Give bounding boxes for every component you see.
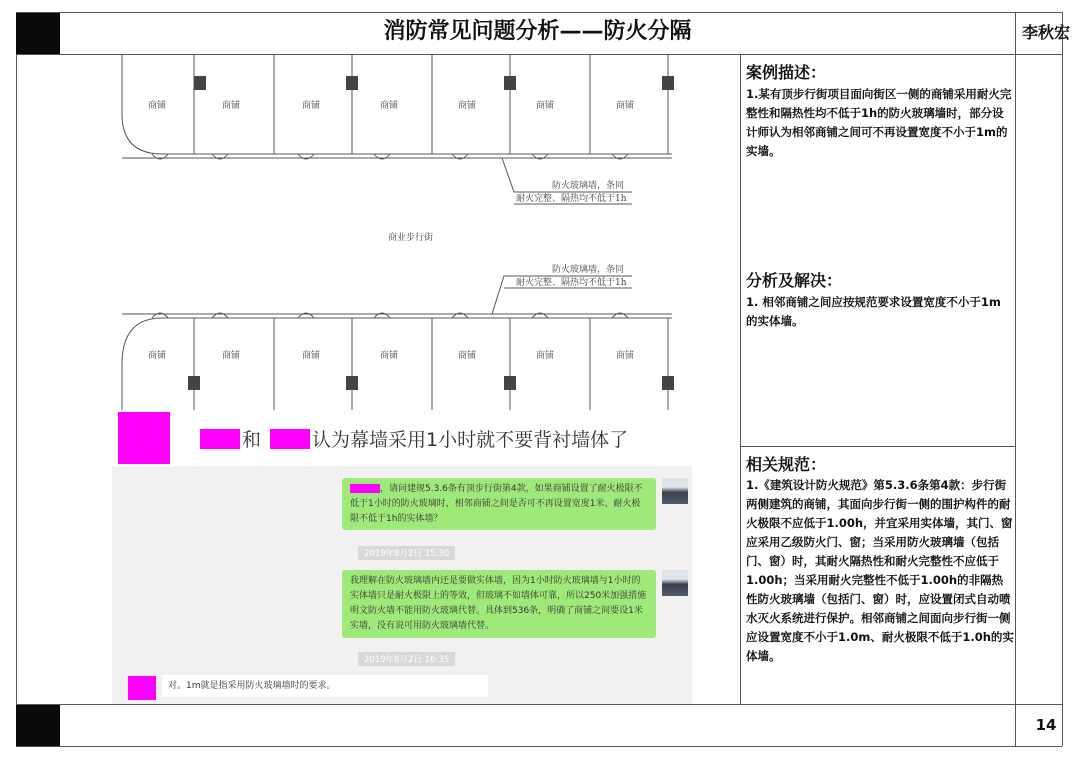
norms-text: 1.《建筑设计防火规范》第5.3.6条第4款：步行街两侧建筑的商铺，其面向步行街一侧的围护构件的耐火极限不应低于1.00h，并宜采用实体墙，其门、窗应采用乙级防火门、窗；当采用防火玻璃墙（包括门、窗）时，其耐火隔热性和耐火完整性不应低于1.00h；当采用耐火完整性不低于1.00h的非隔热性防火玻璃墙（包括门、窗）时，应设置闭式自动喷水灭火系统进行保护。相邻商铺之间面向步行街一侧应设置宽度不小于1.0m、耐火极限不低于1.0h的实体墙。 bbox=[746, 478, 1014, 663]
norms-divider-line bbox=[740, 446, 1015, 447]
user-avatar bbox=[662, 478, 688, 504]
redacted-avatar bbox=[118, 412, 170, 464]
redacted-avatar bbox=[128, 676, 156, 700]
glass-wall-note: 防火玻璃墙，条同 bbox=[552, 265, 625, 275]
case-text: 1.某有顶步行街项目面向街区一侧的商铺采用耐火完整性和隔热性均不低于1h的防火玻璃墙时，部分设计师认为相邻商铺之间可不再设置宽度不小于1m的实墙。 bbox=[746, 87, 1012, 158]
norms-heading: 相关规范： bbox=[746, 455, 827, 474]
shop-label: 商铺 bbox=[148, 101, 167, 111]
fire-rating-note: 耐火完整、隔热均不低于1h bbox=[516, 278, 627, 288]
chat-area bbox=[112, 466, 692, 704]
chat-timestamp: 2019年8月2日 15:30 bbox=[358, 546, 455, 560]
shop-label: 商铺 bbox=[148, 351, 167, 361]
page-title: 消防常见问题分析——防火分隔 bbox=[383, 19, 692, 44]
author-name: 李秋宏 bbox=[1021, 23, 1070, 42]
chat-timestamp: 2019年8月2日 16:35 bbox=[358, 652, 455, 666]
page-number: 14 bbox=[1035, 716, 1057, 734]
shop-label: 商铺 bbox=[222, 101, 241, 111]
shop-label: 商铺 bbox=[302, 101, 321, 111]
margin-right-line bbox=[1015, 12, 1016, 746]
shop-label: 商铺 bbox=[222, 351, 241, 361]
shop-label: 商铺 bbox=[302, 351, 321, 361]
shop-label: 商铺 bbox=[536, 101, 555, 111]
chat-message-bubble: 我理解在防火玻璃墙内还是要做实体墙，因为1小时防火玻璃墙与1小时的实体墙只是耐火极限上的等效，但玻璃不如墙体可靠，所以250米加强措施明文防火墙不能用防火玻璃代替。具体到536条，明确了商铺之间要设1米实墙，没有说可用防火玻璃墙代替。 bbox=[342, 570, 656, 638]
footer-top-line bbox=[16, 704, 1062, 705]
shop-label: 商铺 bbox=[616, 351, 635, 361]
shop-label: 商铺 bbox=[458, 101, 477, 111]
chat-banner bbox=[112, 410, 692, 466]
content-divider-line bbox=[740, 54, 741, 704]
shop-label: 商铺 bbox=[380, 351, 399, 361]
chat-message-reply: 对。1m就是指采用防火玻璃墙时的要求。 bbox=[162, 675, 488, 697]
floor-plan-drawing bbox=[112, 54, 692, 410]
fire-rating-note: 耐火完整、隔热均不低于1h bbox=[516, 194, 627, 204]
banner-text: 认为幕墙采用1小时就不要背衬墙体了 bbox=[312, 429, 629, 451]
chat-message-text: ，请问建规5.3.6条有顶步行街第4款，如果商铺设置了耐火极限不低于1小时的防火玻璃时，相邻商铺之间是否可不再设置宽度1米、耐火极限不低于1h的实体墙？ bbox=[350, 484, 643, 524]
analysis-text: 1. 相邻商铺之间应按规范要求设置宽度不小于1m的实体墙。 bbox=[746, 295, 1001, 328]
redacted-name bbox=[350, 484, 380, 493]
banner-and-text: 和 bbox=[242, 429, 262, 451]
corner-block-bottom bbox=[16, 704, 60, 746]
shop-label: 商铺 bbox=[536, 351, 555, 361]
user-avatar bbox=[662, 570, 688, 596]
chat-message-bubble bbox=[342, 478, 656, 530]
corner-block-top bbox=[16, 12, 60, 54]
frame-left-line bbox=[16, 54, 17, 704]
floor-plan-figure bbox=[112, 54, 692, 410]
redacted-name bbox=[270, 429, 310, 449]
redacted-name bbox=[200, 429, 240, 449]
case-heading: 案例描述： bbox=[746, 63, 827, 82]
shop-label: 商铺 bbox=[458, 351, 477, 361]
frame-bottom-line bbox=[16, 746, 1062, 747]
frame-top-line bbox=[16, 12, 1062, 13]
frame-right-line bbox=[1062, 12, 1063, 746]
shop-label: 商铺 bbox=[616, 101, 635, 111]
shop-label: 商铺 bbox=[380, 101, 399, 111]
glass-wall-note: 防火玻璃墙，条同 bbox=[552, 181, 625, 191]
street-label: 商业步行街 bbox=[388, 233, 434, 243]
analysis-heading: 分析及解决： bbox=[746, 271, 843, 290]
